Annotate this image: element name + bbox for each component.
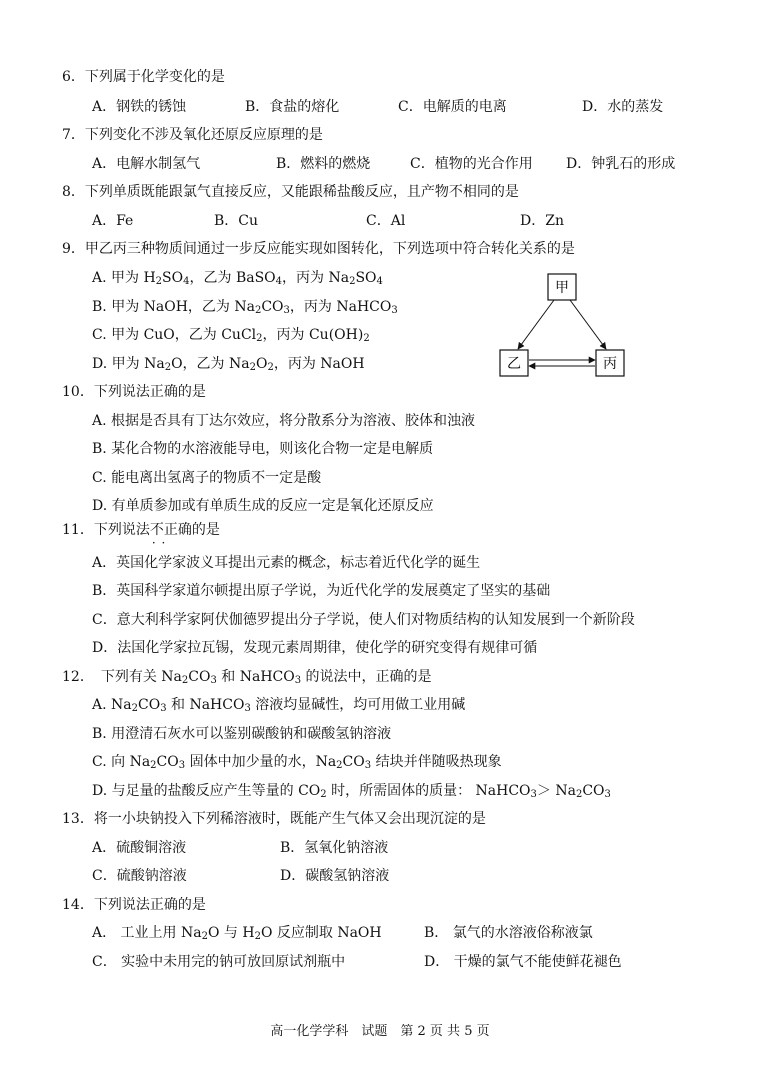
q14-option-c: C． 实验中未用完的钠可放回原试剂瓶中 <box>92 954 346 970</box>
q13-option-b: B．氢氧化钠溶液 <box>280 840 389 856</box>
arrow-jia-to-yi <box>518 300 554 349</box>
emphasis-not-correct: 不正确 · · <box>150 522 192 538</box>
q11-option-d: D．法国化学家拉瓦锡，发现元素周期律，使化学的研究变得有规律可循 <box>92 640 538 656</box>
q11-option-c: C．意大利科学家阿伏伽德罗提出分子学说，使人们对物质结构的认知发展到一个新阶段 <box>92 612 635 628</box>
q10-option-d: D. 有单质参加或有单质生成的反应一定是氧化还原反应 <box>92 498 434 514</box>
q7-option-b: B．燃料的燃烧 <box>276 156 371 172</box>
q10-option-a: A. 根据是否具有丁达尔效应，将分散系分为溶液、胶体和浊液 <box>92 413 476 429</box>
q8-stem: 8．下列单质既能跟氯气直接反应，又能跟稀盐酸反应，且产物不相同的是 <box>62 184 519 200</box>
q12-option-b: B. 用澄清石灰水可以鉴别碳酸钠和碳酸氢钠溶液 <box>92 726 392 742</box>
q6-option-d: D．水的蒸发 <box>582 99 664 115</box>
q11-stem: 11．下列说法不正确 · ·的是 <box>62 519 220 539</box>
q7-option-a: A．电解水制氢气 <box>92 156 201 172</box>
q14-option-a: A． 工业上用 $Na_2O$ 与 $H_2O$ 反应制取 NaOH <box>92 925 382 942</box>
q7-stem: 7．下列变化不涉及氧化还原反应原理的是 <box>62 127 323 143</box>
q6-option-a: A．钢铁的锈蚀 <box>92 99 187 115</box>
q12-option-d: D. 与足量的盐酸反应产生等量的 $CO_2$ 时，所需固体的质量： NaHCO$_3$＞ $Na_2CO_3$ <box>92 783 611 800</box>
node-yi: 乙 <box>507 356 521 372</box>
page-footer: 高一化学学科 试题 第 2 页 共 5 页 <box>270 1024 490 1039</box>
q8-option-d: D．Zn <box>520 213 564 229</box>
q8-option-a: A．Fe <box>92 213 134 229</box>
q8-option-b: B．Cu <box>214 213 259 229</box>
arrow-jia-to-bing <box>570 300 606 349</box>
q9-option-a: A. 甲为 $H_2SO_4$，乙为 BaSO$_4$，丙为 $Na_2SO_4$ <box>92 270 383 287</box>
conversion-diagram <box>496 272 628 380</box>
q11-option-a: A．英国化学家波义耳提出元素的概念，标志着近代化学的诞生 <box>92 555 481 571</box>
q6-option-c: C．电解质的电离 <box>398 99 507 115</box>
q13-option-c: C．硫酸钠溶液 <box>92 868 187 884</box>
q10-option-b: B. 某化合物的水溶液能导电，则该化合物一定是电解质 <box>92 441 434 457</box>
q9-stem: 9．甲乙丙三种物质间通过一步反应能实现如图转化，下列选项中符合转化关系的是 <box>62 241 575 257</box>
q9-option-d: D. 甲为 $Na_2O$，乙为 $Na_2O_2$，丙为 NaOH <box>92 356 365 373</box>
q14-option-b: B． 氯气的水溶液俗称液氯 <box>424 925 593 941</box>
q10-stem: 10．下列说法正确的是 <box>62 384 206 400</box>
q12-option-a: A. $Na_2CO_3$ 和 NaHCO$_3$ 溶液均显碱性，均可用做工业用碱 <box>92 697 466 714</box>
q6-stem: 6．下列属于化学变化的是 <box>62 69 225 85</box>
q10-option-c: C. 能电离出氢离子的物质不一定是酸 <box>92 470 322 486</box>
q14-stem: 14．下列说法正确的是 <box>62 897 206 913</box>
q9-option-c: C. 甲为 CuO，乙为 CuCl$_2$，丙为 $Cu(OH)_2$ <box>92 327 370 344</box>
q8-option-c: C．Al <box>366 213 406 229</box>
q7-option-c: C．植物的光合作用 <box>410 156 533 172</box>
q13-option-d: D．碳酸氢钠溶液 <box>280 868 390 884</box>
node-bing: 丙 <box>603 356 617 372</box>
q6-option-b: B．食盐的熔化 <box>245 99 340 115</box>
q7-option-d: D．钟乳石的形成 <box>566 156 676 172</box>
node-jia: 甲 <box>555 280 569 296</box>
q9-option-b: B. 甲为 NaOH，乙为 $Na_2CO_3$，丙为 NaHCO$_3$ <box>92 299 398 316</box>
q13-option-a: A．硫酸铜溶液 <box>92 840 187 856</box>
q12-option-c: C. 向 $Na_2CO_3$ 固体中加少量的水，$Na_2CO_3$ 结块并伴随吸热现象 <box>92 754 502 771</box>
q14-option-d: D． 干燥的氯气不能使鲜花褪色 <box>424 954 622 970</box>
q11-option-b: B．英国科学家道尔顿提出原子学说，为近代化学的发展奠定了坚实的基础 <box>92 583 551 599</box>
q12-stem: 12． 下列有关 $Na_2CO_3$ 和 NaHCO$_3$ 的说法中，正确的是 <box>62 669 432 686</box>
q13-stem: 13．将一小块钠投入下列稀溶液时，既能产生气体又会出现沉淀的是 <box>62 811 486 827</box>
